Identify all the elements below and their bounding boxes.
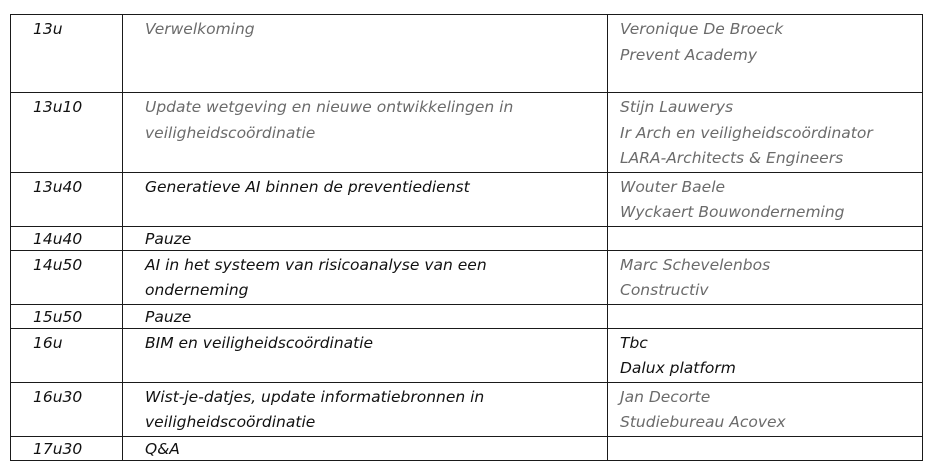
speaker-line: Stijn Lauwerys (620, 98, 734, 116)
time-text: 13u40 (33, 177, 83, 196)
speaker-line: Dalux platform (620, 359, 736, 377)
time-text: 16u30 (33, 387, 83, 406)
topic-cell (123, 93, 608, 173)
topic-line: onderneming (145, 281, 249, 299)
time-text: 14u50 (33, 255, 83, 274)
speaker-line: Marc Schevelenbos (620, 255, 771, 274)
time-cell (11, 250, 123, 304)
time-cell (11, 436, 123, 460)
topic-line: Pauze (145, 307, 192, 326)
speaker-cell (608, 93, 923, 173)
speaker-line: Wouter Baele (620, 177, 726, 196)
topic-line: Update wetgeving en nieuwe ontwikkelingen in (145, 98, 514, 116)
time-text: 13u10 (33, 98, 83, 116)
table-row (11, 93, 923, 173)
speaker-line: Ir Arch en veiligheidscoördinator (620, 123, 873, 142)
table-row (11, 250, 923, 304)
topic-cell (123, 304, 608, 328)
time-text: 16u (33, 333, 63, 352)
topic-cell (123, 172, 608, 226)
topic-line: Verwelkoming (145, 20, 255, 38)
agenda-table (10, 14, 923, 461)
table-row (11, 15, 923, 93)
topic-cell (123, 328, 608, 382)
speaker-line: Studiebureau Acovex (620, 413, 786, 431)
time-cell (11, 382, 123, 436)
speaker-line: Tbc (620, 333, 648, 352)
time-cell (11, 304, 123, 328)
topic-line: Pauze (145, 229, 192, 248)
speaker-cell (608, 436, 923, 460)
table-row (11, 226, 923, 250)
speaker-cell (608, 304, 923, 328)
topic-cell (123, 250, 608, 304)
table-row (11, 172, 923, 226)
time-text: 15u50 (33, 307, 83, 326)
time-text: 17u30 (33, 439, 83, 458)
time-cell (11, 15, 123, 93)
time-text: 14u40 (33, 229, 83, 248)
topic-line: AI in het systeem van risicoanalyse van een (145, 255, 487, 274)
time-cell (11, 226, 123, 250)
topic-line: BIM en veiligheidscoördinatie (145, 333, 374, 352)
table-row (11, 304, 923, 328)
table-row (11, 328, 923, 382)
speaker-cell (608, 226, 923, 250)
topic-line: Wist-je-datjes, update informatiebronnen in (145, 387, 485, 406)
speaker-line: Veronique De Broeck (620, 20, 784, 38)
speaker-line: Jan Decorte (620, 387, 711, 406)
speaker-cell (608, 382, 923, 436)
speaker-cell (608, 250, 923, 304)
speaker-line: Constructiv (620, 281, 709, 299)
time-cell (11, 328, 123, 382)
speaker-line: LARA-Architects & Engineers (620, 149, 844, 167)
speaker-cell (608, 172, 923, 226)
table-row (11, 436, 923, 460)
time-cell (11, 93, 123, 173)
topic-line: Generatieve AI binnen de preventiedienst (145, 177, 470, 196)
table-row (11, 382, 923, 436)
time-cell (11, 172, 123, 226)
topic-cell (123, 382, 608, 436)
topic-line: Q&A (145, 439, 180, 458)
topic-cell (123, 226, 608, 250)
speaker-line: Wyckaert Bouwonderneming (620, 203, 845, 221)
topic-line: veiligheidscoördinatie (145, 123, 316, 142)
topic-cell (123, 15, 608, 93)
time-text: 13u (33, 20, 63, 38)
speaker-cell (608, 328, 923, 382)
speaker-cell (608, 15, 923, 93)
topic-cell (123, 436, 608, 460)
topic-line: veiligheidscoördinatie (145, 413, 316, 431)
speaker-line: Prevent Academy (620, 45, 758, 64)
